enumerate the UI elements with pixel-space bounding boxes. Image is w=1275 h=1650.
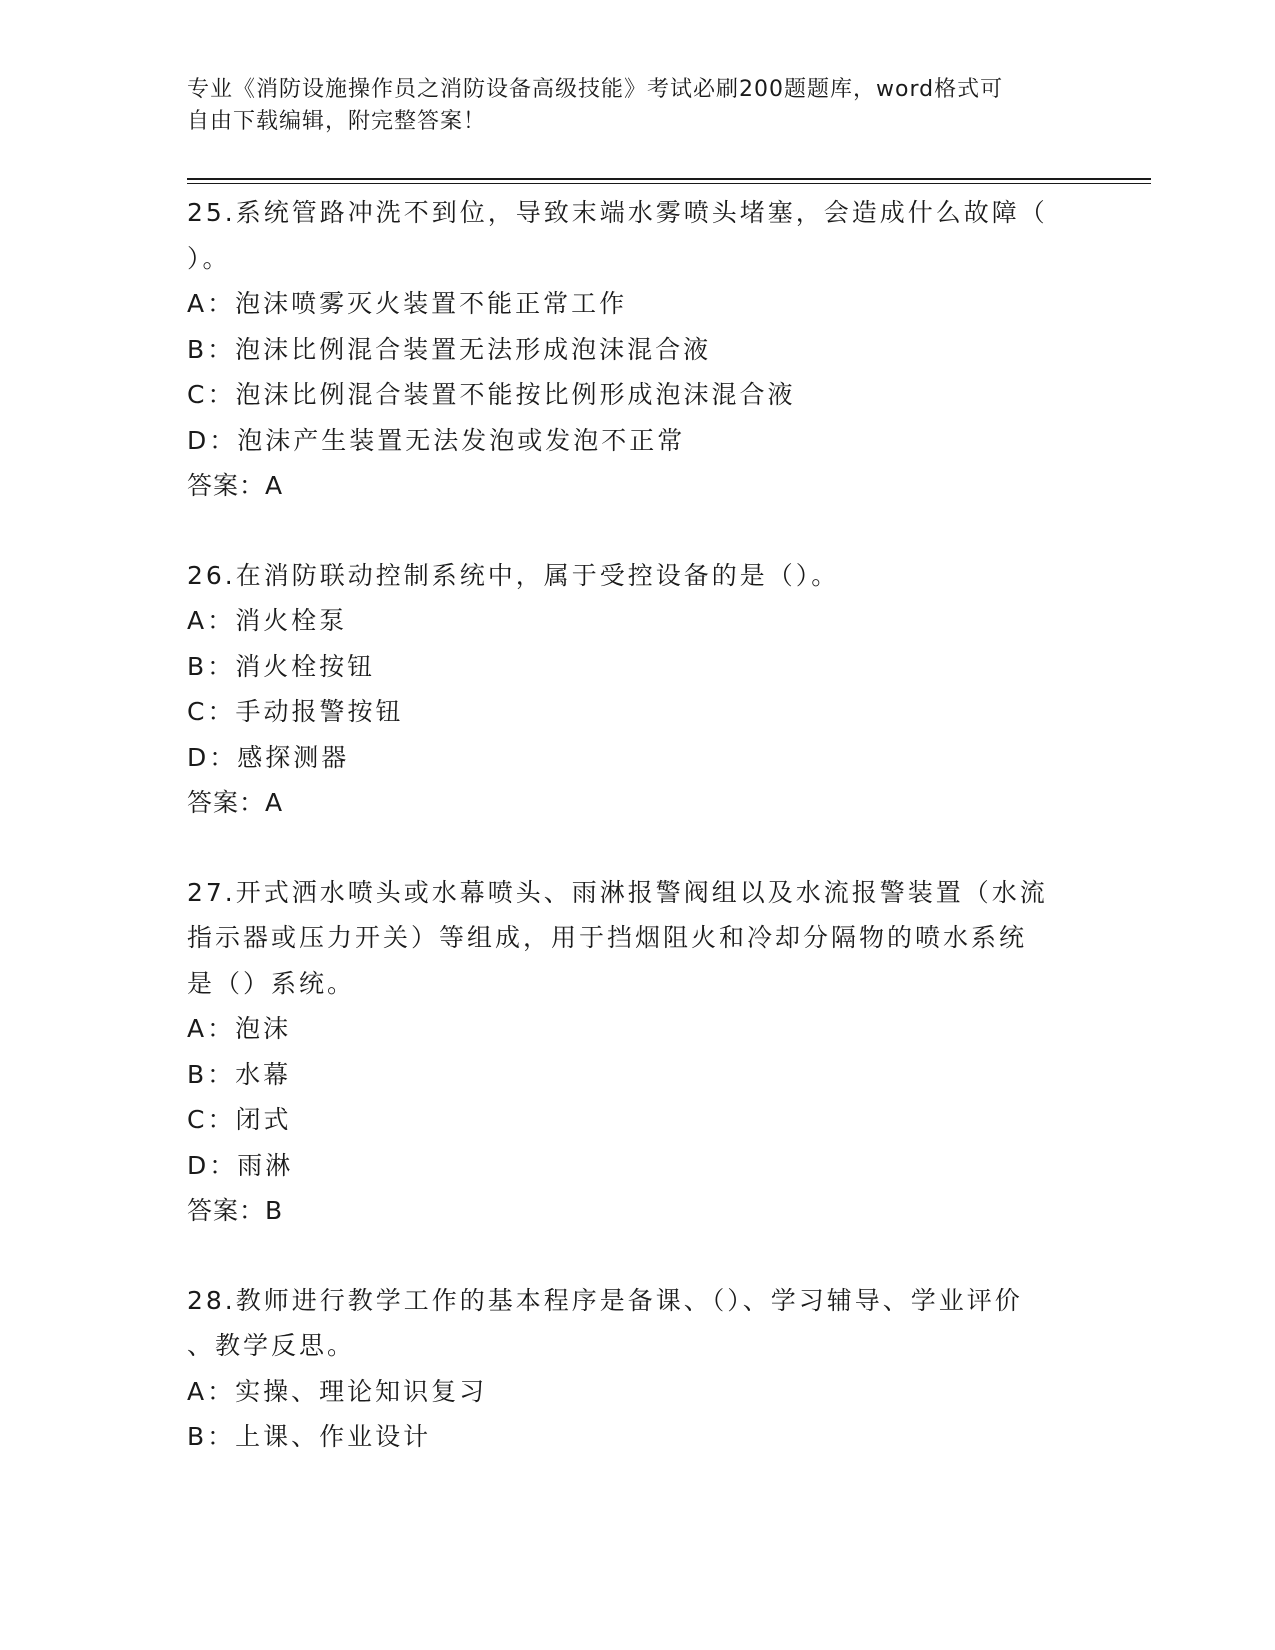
option-d: D：雨淋 xyxy=(187,1150,294,1180)
option-d: D：感探测器 xyxy=(187,742,350,772)
header-line-1: 专业《消防设施操作员之消防设备高级技能》考试必刷200题题库，word格式可 xyxy=(187,77,1004,102)
question-28 xyxy=(187,1278,1087,1460)
option-c: C：手动报警按钮 xyxy=(187,697,404,726)
answer-label: 答案：A xyxy=(187,471,284,500)
question-stem-line: ）。 xyxy=(187,243,231,273)
question-stem-line: 、教学反思。 xyxy=(187,1331,356,1360)
option-a: A：泡沫喷雾灭火装置不能正常工作 xyxy=(187,289,628,318)
option-b: B：上课、作业设计 xyxy=(187,1422,432,1451)
option-a: A：实操、理论知识复习 xyxy=(187,1376,488,1406)
header-line-2: 自由下载编辑，附完整答案！ xyxy=(187,109,487,134)
option-b: B：消火栓按钮 xyxy=(187,651,376,681)
option-d: D：泡沫产生装置无法发泡或发泡不正常 xyxy=(187,425,686,455)
option-b: B：泡沫比例混合装置无法形成泡沫混合液 xyxy=(187,334,712,364)
question-27 xyxy=(187,870,1087,1234)
question-stem-line: 25.系统管路冲洗不到位，导致末端水雾喷头堵塞，会造成什么故障（ xyxy=(187,198,1048,227)
answer-label: 答案：A xyxy=(187,788,284,817)
question-26 xyxy=(187,553,1087,826)
question-stem-line: 27.开式洒水喷头或水幕喷头、雨淋报警阀组以及水流报警装置（水流 xyxy=(187,877,1048,907)
option-c: C：泡沫比例混合装置不能按比例形成泡沫混合液 xyxy=(187,380,796,409)
answer-label: 答案：B xyxy=(187,1196,284,1225)
question-25 xyxy=(187,190,1087,509)
question-list xyxy=(187,190,1087,1504)
option-c: C：闭式 xyxy=(187,1105,292,1134)
header-divider-thin xyxy=(187,183,1151,184)
header-divider-thick xyxy=(187,178,1151,180)
question-stem-line: 26.在消防联动控制系统中，属于受控设备的是（）。 xyxy=(187,560,840,590)
option-a: A：泡沫 xyxy=(187,1014,292,1043)
option-b: B：水幕 xyxy=(187,1059,292,1089)
question-stem-line: 指示器或压力开关）等组成，用于挡烟阻火和冷却分隔物的喷水系统 xyxy=(187,923,1028,952)
question-stem-line: 是（）系统。 xyxy=(187,968,356,998)
document-header xyxy=(187,74,1067,138)
question-stem-line: 28.教师进行教学工作的基本程序是备课、（）、学习辅导、学业评价 xyxy=(187,1285,1023,1315)
option-a: A：消火栓泵 xyxy=(187,606,348,635)
